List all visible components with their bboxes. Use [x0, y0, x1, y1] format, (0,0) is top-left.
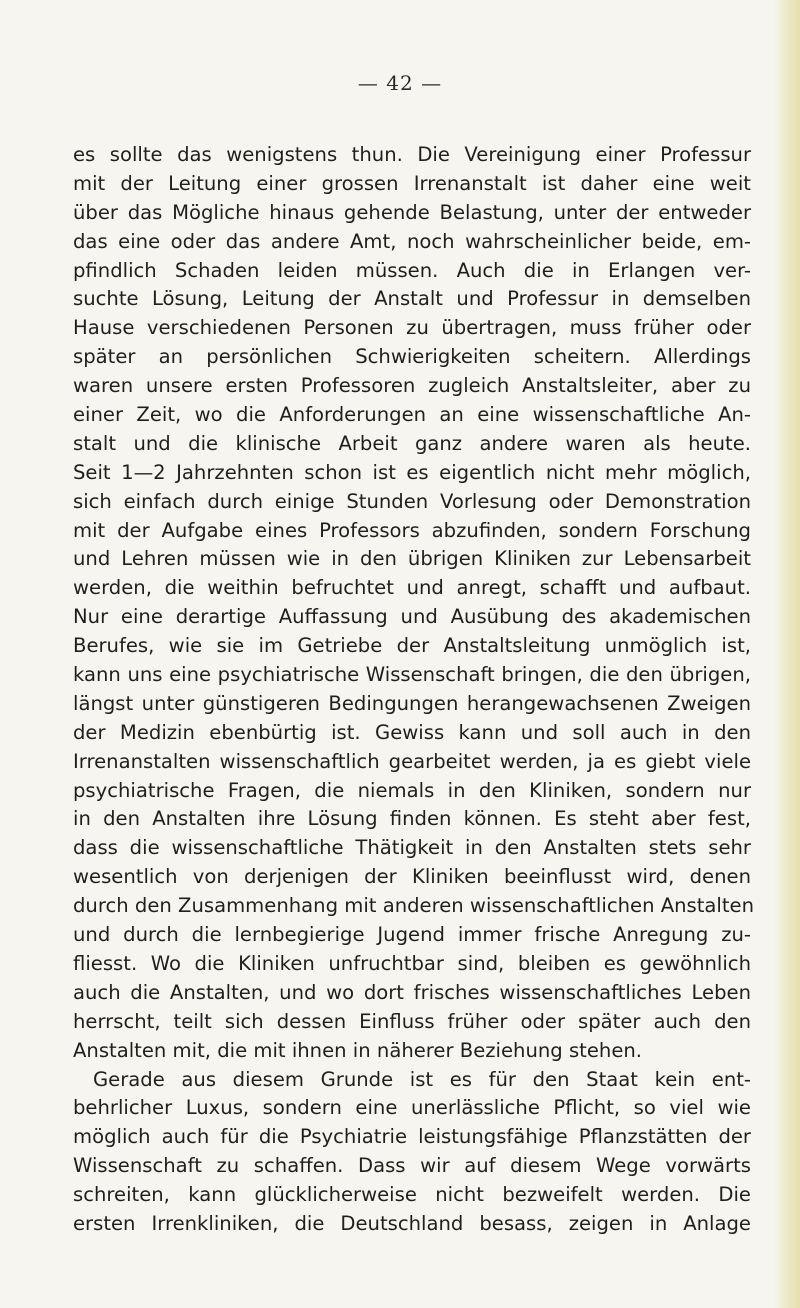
text-line: Gerade aus diesem Grunde ist es für den Staat kein ent- — [93, 1067, 751, 1091]
text-line: in den Anstalten ihre Lösung finden können. Es steht aber fest, — [73, 807, 751, 831]
text-line: suchte Lösung, Leitung der Anstalt und Professur in demselben — [73, 287, 751, 311]
text-line: später an persönlichen Schwierigkeiten scheitern. Allerdings — [73, 345, 751, 369]
text-line: mit der Aufgabe eines Professors abzufinden, sondern Forschung — [73, 518, 751, 542]
text-line: Irrenanstalten wissenschaftlich gearbeitet werden, ja es giebt viele — [73, 749, 751, 773]
text-line: dass die wissenschaftliche Thätigkeit in den Anstalten stets sehr — [73, 836, 751, 860]
text-line: werden, die weithin befruchtet und anregt, schafft und aufbaut. — [73, 576, 751, 600]
text-line: Anstalten mit, die mit ihnen in näherer Beziehung stehen. — [73, 1038, 643, 1062]
text-line: wesentlich von derjenigen der Kliniken beeinflusst wird, denen — [73, 865, 751, 889]
text-line: behrlicher Luxus, sondern eine unerlässliche Pflicht, so viel wie — [73, 1096, 751, 1120]
text-line: möglich auch für die Psychiatrie leistungsfähige Pflanzstätten der — [73, 1125, 751, 1149]
text-line: waren unsere ersten Professoren zugleich Anstaltsleiter, aber zu — [73, 374, 751, 398]
text-line: über das Mögliche hinaus gehende Belastung, unter der entweder — [73, 200, 751, 224]
text-line: das eine oder das andere Amt, noch wahrscheinlicher beide, em- — [73, 229, 751, 253]
text-line: ersten Irrenkliniken, die Deutschland besass, zeigen in Anlage — [73, 1211, 751, 1235]
text-line: es sollte das wenigstens thun. Die Vereinigung einer Professur — [73, 143, 751, 166]
text-line: auch die Anstalten, und wo dort frisches wissenschaftliches Leben — [73, 980, 751, 1004]
text-line: herrscht, teilt sich dessen Einfluss früher oder später auch den — [73, 1009, 751, 1033]
text-line: pfindlich Schaden leiden müssen. Auch die in Erlangen ver- — [73, 258, 751, 282]
text-line: schreiten, kann glücklicherweise nicht bezweifelt werden. Die — [73, 1183, 751, 1207]
text-line: mit der Leitung einer grossen Irrenanstalt ist daher eine weit — [73, 171, 751, 195]
text-line: Berufes, wie sie im Getriebe der Anstaltsleitung unmöglich ist, — [73, 634, 751, 658]
text-line: und Lehren müssen wie in den übrigen Kliniken zur Lebensarbeit — [73, 547, 751, 571]
page-number: — 42 — — [357, 71, 443, 95]
text-line: Wissenschaft zu schaffen. Dass wir auf diesem Wege vorwärts — [73, 1154, 751, 1178]
text-line: Seit 1—2 Jahrzehnten schon ist es eigentlich nicht mehr möglich, — [73, 460, 751, 484]
text-line: der Medizin ebenbürtig ist. Gewiss kann und soll auch in den — [73, 720, 751, 744]
body-text — [73, 141, 755, 1239]
text-line: psychiatrische Fragen, die niemals in den Kliniken, sondern nur — [73, 778, 751, 802]
text-line: Nur eine derartige Auffassung und Ausübung des akademischen — [73, 605, 751, 629]
text-line: Hause verschiedenen Personen zu übertragen, muss früher oder — [73, 316, 751, 340]
text-line: einer Zeit, wo die Anforderungen an eine wissenschaftliche An- — [73, 403, 751, 427]
page-edge — [774, 0, 800, 1308]
text-line: längst unter günstigeren Bedingungen herangewachsenen Zweigen — [73, 691, 751, 715]
text-line: kann uns eine psychiatrische Wissenschaft bringen, die den übrigen, — [73, 663, 751, 687]
text-line: fliesst. Wo die Kliniken unfruchtbar sind, bleiben es gewöhnlich — [73, 951, 751, 975]
text-line: und durch die lernbegierige Jugend immer frische Anregung zu- — [73, 923, 751, 947]
text-line: stalt und die klinische Arbeit ganz andere waren als heute. — [73, 431, 751, 455]
text-line: sich einfach durch einige Stunden Vorlesung oder Demonstration — [73, 489, 751, 513]
text-line: durch den Zusammenhang mit anderen wissenschaftlichen Anstalten — [73, 894, 755, 918]
